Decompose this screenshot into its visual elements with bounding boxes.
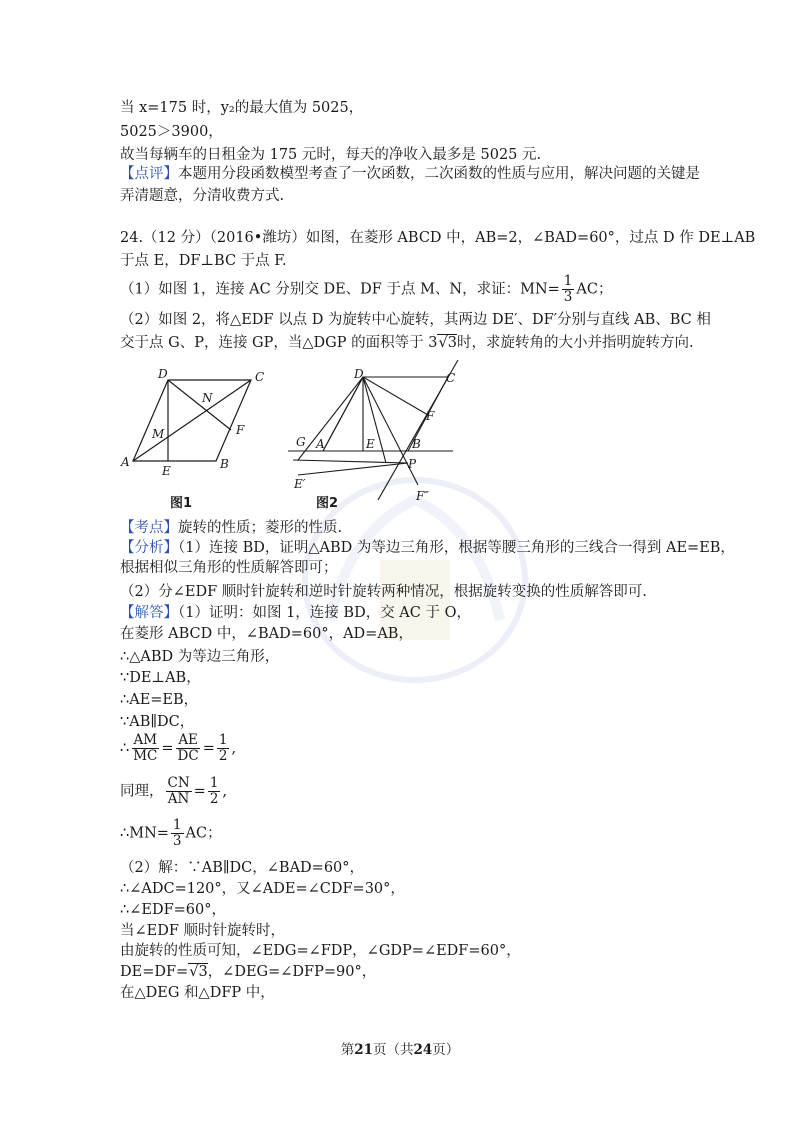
label-D: D: [354, 367, 364, 381]
radicand: 3: [447, 335, 457, 351]
denominator: DC: [177, 748, 199, 764]
conclusion-line: [120, 818, 222, 849]
text-line: 根据相似三角形的性质解答即可；: [120, 560, 338, 576]
denominator: 2: [209, 791, 219, 807]
text-span: ∴: [120, 740, 130, 757]
text-line: ∵DE⊥AB，: [120, 670, 201, 686]
text-span: AC；: [185, 825, 222, 842]
review-text: 本题用分段函数模型考查了一次函数，二次函数的性质与应用，解决问题的关键是: [178, 166, 700, 182]
question-part2: [120, 333, 694, 353]
fraction: [171, 818, 184, 849]
denominator: MC: [133, 748, 158, 764]
analysis-tag: 【分析】: [120, 540, 178, 556]
text-line: ∴∠EDF=60°，: [120, 902, 226, 918]
sqrt: √3: [438, 335, 457, 351]
text-span: 时，求旋转角的大小并指明旋转方向.: [456, 335, 694, 351]
page-number: 21: [354, 1042, 373, 1058]
sqrt: √3: [189, 964, 208, 980]
text-line: 在菱形 ABCD 中，∠BAD=60°，AD=AB，: [120, 626, 413, 642]
text-span: 交于点 G、P，连接 GP，当△DGP 的面积等于 3: [120, 335, 438, 351]
question-heading: 24.（12 分）（2016•潍坊）如图，在菱形 ABCD 中，AB=2，∠BAD=60°，过点 D 作 DE⊥AB: [120, 230, 756, 246]
label-F-prime: F″: [416, 489, 429, 503]
text-line: ∵AB∥DC，: [120, 714, 195, 730]
text-span: （1）如图 1，连接 AC 分别交 DE、DF 于点 M、N，求证：MN=: [120, 281, 560, 298]
footer-text: 第: [340, 1042, 355, 1058]
text-line: （2）分∠EDF 顺时针旋转和逆时针旋转两种情况，根据旋转变换的性质解答即可.: [120, 584, 647, 600]
geometry-figures: [118, 360, 478, 510]
label-P: P: [408, 457, 417, 471]
total-pages: 24: [413, 1042, 433, 1058]
ratio-line: 同理， $\frac{CN}{AN}$ = $\frac{1}{2}$ ,: [120, 775, 228, 807]
figure-1: [133, 380, 251, 461]
page-footer: [0, 1038, 800, 1058]
label-C: C: [446, 371, 456, 385]
text-line: 在△DEG 和△DFP 中，: [120, 985, 275, 1001]
text-line: 5025＞3900，: [120, 124, 223, 140]
text-line: ∴∠ADC=120°，又∠ADE=∠CDF=30°，: [120, 881, 405, 897]
denominator: 3: [172, 833, 182, 849]
sqrt-line: [120, 962, 376, 982]
footer-text: 页（共: [373, 1042, 414, 1058]
numerator: 1: [172, 817, 182, 833]
text-span: ，∠DEG=∠DFP=90°，: [207, 964, 377, 980]
text-line: ∴AE=EB，: [120, 692, 199, 708]
text-line: 由旋转的性质可知，∠EDG=∠FDP，∠GDP=∠EDF=60°，: [120, 943, 521, 959]
text-line: ∴△ABD 为等边三角形，: [120, 649, 280, 665]
denominator: 2: [218, 748, 228, 764]
topic-tag: 【考点】: [120, 520, 178, 536]
text-span: AC；: [576, 281, 613, 298]
numerator: 1: [209, 775, 219, 791]
fraction: [176, 733, 201, 764]
label-G: G: [296, 435, 306, 449]
label-E: E: [162, 464, 171, 478]
ratio-line: ∴ $\frac{AM}{MC}$ = $\frac{AE}{DC}$ = $\frac{1}{2}$ ,: [120, 732, 237, 764]
label-M: M: [152, 427, 165, 441]
label-F: F: [236, 423, 245, 437]
analysis-text: （1）连接 BD，证明△ABD 为等边三角形，根据等腰三角形的三线合一得到 AE=EB，: [178, 540, 735, 556]
label-B: B: [412, 437, 421, 451]
numerator: 1: [563, 273, 573, 289]
numerator: AE: [178, 732, 198, 748]
numerator: AM: [133, 732, 158, 748]
solution-tag: 【解答】: [120, 605, 178, 621]
label-E-prime: E′: [294, 477, 306, 491]
analysis-line: [120, 538, 735, 558]
topic-text: 旋转的性质；菱形的性质.: [178, 520, 343, 536]
text-span: 同理，: [120, 783, 164, 800]
question-part1: [120, 274, 612, 305]
label-B: B: [220, 457, 229, 471]
fraction: [562, 274, 575, 305]
text-line: 弄清题意，分清收费方式.: [120, 188, 285, 204]
text-line: （2）解：∵AB∥DC，∠BAD=60°，: [120, 860, 365, 876]
radicand: 3: [198, 964, 208, 980]
fraction: [208, 776, 221, 807]
label-E: E: [366, 437, 375, 451]
review-tag: 【点评】: [120, 166, 178, 182]
figure-2: [288, 360, 458, 500]
label-D: D: [158, 367, 168, 381]
topic-line: [120, 518, 342, 538]
solution-line: [120, 603, 471, 623]
text-span: ∴MN=: [120, 825, 169, 842]
text-line: 当∠EDF 顺时针旋转时，: [120, 923, 286, 939]
text-line: 于点 E，DF⊥BC 于点 F.: [120, 253, 287, 269]
label-F: F: [426, 409, 435, 423]
figure-2-caption: 图2: [316, 496, 339, 511]
label-N: N: [202, 391, 213, 405]
figures: [118, 360, 478, 514]
denominator: 3: [563, 289, 573, 305]
text-line: 当 x=175 时，y₂的最大值为 5025，: [120, 100, 364, 116]
review-line: [120, 164, 700, 184]
fraction: [217, 733, 230, 764]
text-span: DE=DF=: [120, 964, 189, 980]
label-A: A: [316, 437, 325, 451]
text-line: （2）如图 2，将△EDF 以点 D 为旋转中心旋转，其两边 DE′、DF′分别与直线 AB、BC 相: [120, 312, 711, 328]
footer-text: 页）: [432, 1042, 460, 1058]
figure-1-caption: 图1: [170, 496, 193, 511]
numerator: 1: [218, 732, 228, 748]
denominator: AN: [167, 791, 190, 807]
solution-text: （1）证明：如图 1，连接 BD，交 AC 于 O，: [178, 605, 471, 621]
fraction: [131, 733, 159, 764]
text-line: 故当每辆车的日租金为 175 元时，每天的净收入最多是 5025 元.: [120, 147, 542, 163]
label-A: A: [121, 455, 130, 469]
label-C: C: [255, 370, 265, 384]
fraction: [166, 776, 192, 807]
numerator: CN: [167, 775, 190, 791]
